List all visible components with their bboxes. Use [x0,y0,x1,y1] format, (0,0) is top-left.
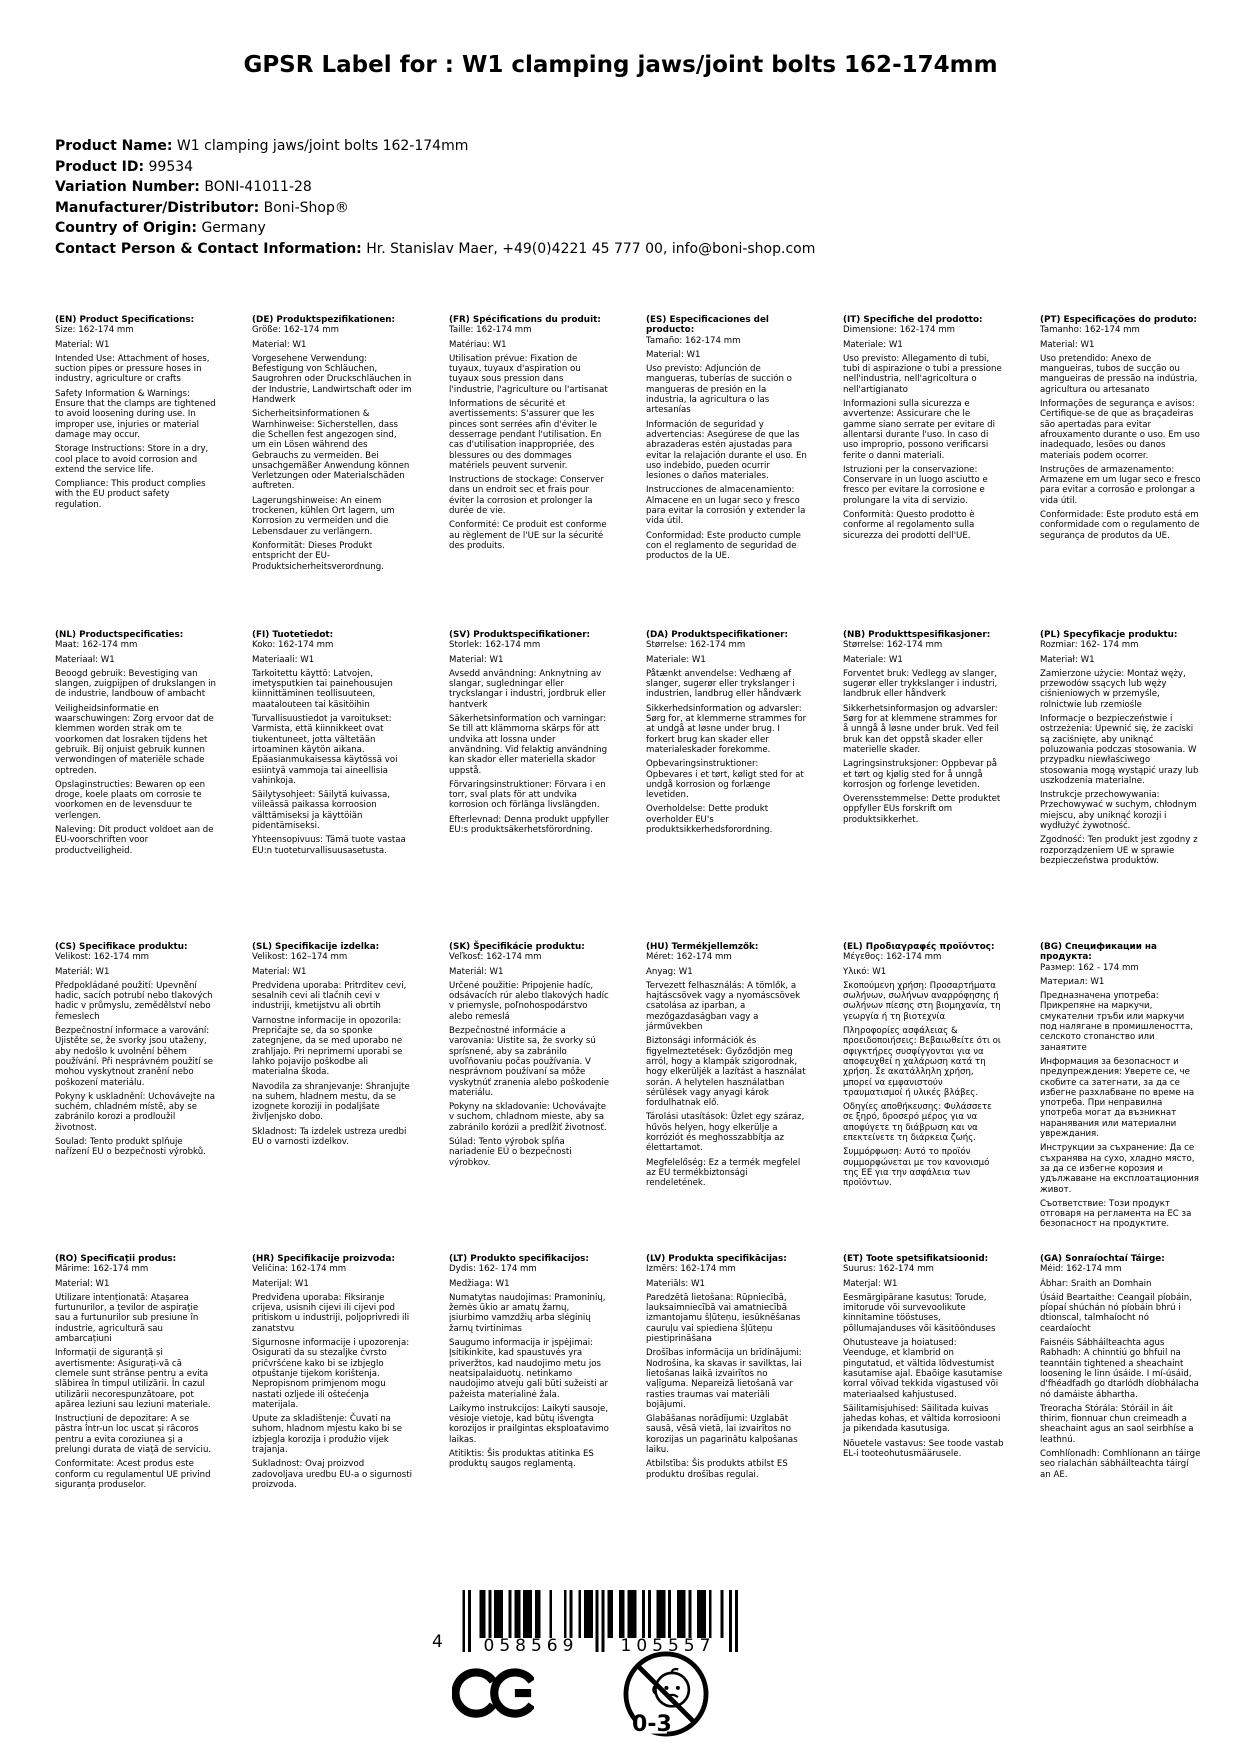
spec-paragraph: Istruzioni per la conservazione: Conservare in un luogo asciutto e fresco per evitare la corrosione e prolungare la vita di servizio. [843,464,988,506]
spec-paragraph: Veiligheidsinformatie en waarschuwingen: Zorg ervoor dat de klemmen worden strak om te voorkomen dat losraken tijdens het gebruik. Bij onjuist gebruik kunnen verwondingen of materiële schade optreden. [55,703,214,776]
spec-paragraph: Tarkoitettu käyttö: Latvojen, imetysputkien tai painehousujen kiinnittäminen teollisuuteen, maatalouteen tai käsitöihin [252,668,393,710]
barcode-bar [535,1590,538,1638]
spec-paragraph: Paredzētā lietošana: Rūpniecībā, lauksaimniecībā vai amatniecībā izmantojamu šļūteņu, iesūknēšanas cauruļu vai spiediena šļūteņu piestiprināšana [646,1292,801,1345]
spec-paragraph: Conformité: Ce produit est conforme au règlement de l'UE sur la sécurité des produits. [449,520,607,551]
spec-paragraph: Intended Use: Attachment of hoses, suction pipes or pressure hoses in industry, agriculture or crafts [55,353,210,385]
page-title: GPSR Label for : W1 clamping jaws/joint bolts 162-174mm [243,52,998,78]
product-info [55,136,815,259]
field-label: Product ID: [55,158,145,175]
spec-paragraph: Veľkosť: 162-174 mm [449,952,542,963]
spec-paragraph: Informacje o bezpieczeństwie i ostrzeżenia: Upewnić się, że zaciski są zaciśnięte, aby uniknąć poluzowania podczas stosowania. W przypadku niewłaściwego stosowania mogą wystąpić urazy lub uszkodzenia materialne. [1040,714,1199,786]
spec-paragraph: Ábhar: Sraith an Domhain [1040,1278,1152,1289]
spec-paragraph: Informações de segurança e avisos: Certifique-se de que as braçadeiras são apertadas para evitar afrouxamento durante o uso. Em uso inadequado, lesões ou danos materiais podem ocorrer. [1040,399,1200,461]
spec-paragraph: Sicherheitsinformationen & Warnhinweise: Sicherstellen, dass die Schellen fest angezogen sind, um ein Lösen während des Gebrauchs zu vermeiden. Bei unsachgemäßer Anwendung können Verletzungen oder Materialschäden auftreten. [252,409,410,492]
field-value: Boni-Shop® [259,199,349,216]
spec-paragraph: Materiał: W1 [1040,654,1095,665]
spec-paragraph: Material: W1 [55,339,110,350]
barcode-bar [480,1590,483,1638]
age-warning-label: 0-3 [632,1711,672,1737]
language-sections [55,315,1237,1584]
barcode-bar [494,1590,497,1638]
barcode-bar [570,1590,573,1638]
lang-section-title: (LT) Produkto specifikacijos: [449,1254,589,1264]
spec-paragraph: Conformidad: Este producto cumple con el reglamento de seguridad de productos de la UE. [646,530,801,562]
spec-paragraph: Pokyny na skladovanie: Uchovávajte v suchom, chladnom mieste, aby sa zabránilo korózii a predĺžiť životnosť. [449,1102,607,1133]
barcode-bar [729,1590,732,1652]
field-label: Manufacturer/Distributor: [55,199,260,216]
spec-paragraph: Overholdelse: Dette produkt overholder EU's produktsikkerhedsforordning. [646,804,773,836]
spec-paragraph: Súlad: Tento výrobok spĺňa nariadenie EÚ o bezpečnosti výrobkov. [449,1137,572,1168]
spec-paragraph: Laikymo instrukcijos: Laikyti sausoje, vėsioje vietoje, kad būtų išvengta korozijos ir prailgintas eksploatavimo laikas. [449,1403,609,1445]
barcode-bar [610,1590,613,1638]
barcode-bar [590,1590,593,1638]
lang-section-title: (HR) Specifikacije proizvoda: [252,1254,395,1264]
barcode-bar [509,1590,512,1638]
spec-paragraph: Opslaginstructies: Bewaren op een droge, koele plaats om corrosie te voorkomen en de levensduur te verlengen. [55,779,206,821]
spec-paragraph: Efterlevnad: Denna produkt uppfyller EU:s produktsäkerhetsförordning. [449,814,609,836]
lang-section-title: (RO) Specificații produs: [55,1254,177,1264]
spec-paragraph: Förvaringsinstruktioner: Förvara i en torr, sval plats för att undvika korrosion och förlänga livslängden. [449,779,606,811]
barcode-bar [619,1590,622,1638]
spec-paragraph: Utilizare intenționată: Atașarea furtunurilor, a țevilor de aspirație sau a furtunurilor sub presiune în industrie, agricultură sau ambarcațiuni [55,1292,199,1345]
spec-paragraph: Treoracha Stórála: Stóráil in áit thirim, fionnuar chun creimeadh a sheachaint agus an saol seirbhíse a leathnú. [1040,1403,1194,1445]
barcode-bar [497,1590,500,1638]
lang-section-sk [449,942,646,1254]
spec-paragraph: Material: W1 [1040,339,1095,350]
lang-section-fi [252,630,449,942]
lang-section-hu [646,942,843,1254]
lang-section-title: (GA) Sonraíochtaí Táirge: [1040,1254,1165,1264]
spec-paragraph: Información de seguridad y advertencias: Asegúrese de que las abrazaderas estén ajustadas para evitar la relajación durante el uso. En uso indebido, pueden ocurrir lesiones o daños materiales. [646,419,807,482]
spec-paragraph: Material: W1 [55,1278,110,1289]
barcode-bar [517,1590,520,1638]
spec-paragraph: Tamanho: 162-174 mm [1040,325,1140,336]
barcode-bar [633,1590,636,1638]
barcode-bar [677,1590,680,1638]
lang-section-ro [55,1254,252,1584]
baby-eye-left [664,1686,668,1690]
spec-paragraph: Sikkerhedsinformation og advarsler: Sørg for, at klemmerne strammes for at undgå at løsne under brug. I forkert brug kan skader eller materialeskader forekomme. [646,703,807,755]
age-warning-icon [622,1650,710,1738]
spec-paragraph: Materiale: W1 [646,654,706,665]
spec-paragraph: Tervezett felhasználás: A tömlők, a hajtáscsövek vagy a nyomáscsövek csatolása az iparban, a mezőgazdaságban vagy a járművekben [646,980,801,1033]
lang-section-title: (ES) Especificaciones del producto: [646,315,769,336]
spec-paragraph: Dimensione: 162-174 mm [843,325,955,336]
spec-paragraph: Beoogd gebruik: Bevestiging van slangen, zuigpijpen of drukslangen in de industrie, landbouw of ambacht [55,668,216,700]
barcode-bar [648,1590,651,1638]
barcode-bar [564,1590,567,1638]
spec-paragraph: Naleving: Dit product voldoet aan de EU-voorschriften voor productveiligheid. [55,825,214,856]
barcode-bar [538,1590,541,1638]
ce-mark-icon [452,1668,534,1718]
spec-paragraph: Uso previsto: Adjunción de mangueras, tuberías de succión o mangueras de presión en la industria, la agricultura o las artesanías [646,364,792,416]
spec-paragraph: Turvallisuustiedot ja varoitukset: Varmista, että kiinnikkeet ovat tiukentuneet, jotta vältetään irtoaminen käytön aikana. Epäasianmukaisessa käytössä voi esiintyä vammoja tai aineellisia vahinkoja. [252,714,398,786]
barcode-bar [483,1590,486,1638]
spec-paragraph: Materiaali: W1 [252,654,315,665]
barcode-bar [549,1590,552,1638]
spec-paragraph: Størrelse: 162-174 mm [843,640,943,651]
spec-paragraph: Suurus: 162-174 mm [843,1264,934,1275]
lang-section-title: (LV) Produkta specifikācijas: [646,1254,787,1264]
field-label: Contact Person & Contact Information: [55,240,362,257]
spec-paragraph: Material: W1 [252,966,307,977]
lang-section-title: (CS) Specifikace produktu: [55,942,188,952]
spec-paragraph: Materijal: W1 [252,1278,309,1289]
spec-paragraph: Atitiktis: Šis produktas atitinka ES produktų saugos reglamentą. [449,1449,594,1470]
product-info-field [55,198,815,219]
spec-paragraph: Lagringsinstruksjoner: Oppbevar på et tørt og kjølig sted for å unngå korrosjon og forlenge levetiden. [843,759,998,790]
spec-paragraph: Säilitamisjuhised: Säilitada kuivas jahedas kohas, et vältida korrosiooni ja pikendada kasutusiga. [843,1403,1001,1435]
lang-section-pt [1040,315,1237,630]
language-row [55,942,1237,1254]
lang-section-sl [252,942,449,1254]
spec-paragraph: Informații de siguranță și avertismente: Asigurați-vă că clemele sunt strânse pentru a evita slăbirea în timpul utilizării. În cazul utilizării necorespunzătoare, pot apărea leziuni sau leziuni materiale. [55,1348,211,1410]
spec-paragraph: Varnostne informacije in opozorila: Prepričajte se, da so sponke zategnjene, da se med uporabo ne zrahljajo. Pri neprimerni uporabi se lahko pojavijo poškodbe ali materialna škoda. [252,1015,403,1078]
spec-paragraph: Conformidade: Este produto está em conformidade com o regulamento de segurança de produtos da UE. [1040,510,1200,541]
spec-paragraph: Materiál: W1 [55,966,110,977]
spec-paragraph: Upute za skladištenje: Čuvati na suhom, hladnom mjestu kako bi se izbjegla korozija i produžio vijek trajanja. [252,1414,402,1456]
spec-paragraph: Σκοπούμενη χρήση: Προσαρτήματα σωλήνων, σωλήνων αναρρόφησης ή σωλήνων πίεσης στη βιομηχανία, τη γεωργία ή τη βιοτεχνία [843,980,1001,1022]
spec-paragraph: Размер: 162 - 174 mm [1040,962,1139,973]
product-info-field [55,218,815,239]
spec-paragraph: Предназначена употреба: Прикрепяне на маркучи, смукателни тръби или маркучи под налягане в промишлеността, селското стопанство или занаятите [1040,991,1193,1053]
spec-paragraph: Taille: 162-174 mm [449,325,532,336]
spec-paragraph: Zamierzone użycie: Montaż węży, przewodów ssących lub węży ciśnieniowych w przemyśle, rolnictwie lub rzemiośle [1040,668,1186,710]
spec-paragraph: Bezpečnostné informácie a varovania: Uistite sa, že svorky sú sprísnené, aby sa zabránilo uvoľňovaniu počas používania. V nesprávnom používaní sa môže vyskytnúť zranenia alebo poškodenie materiálu. [449,1026,610,1098]
barcode-bar [462,1590,465,1652]
spec-paragraph: Tárolási utasítások: Üzlet egy száraz, hűvös helyen, hogy elkerülje a korróziót és meghosszabbítja az élettartamot. [646,1112,805,1154]
spec-paragraph: Material: W1 [449,654,504,665]
lang-section-cs [55,942,252,1254]
spec-paragraph: Materiāls: W1 [646,1278,705,1289]
lang-section-title: (FR) Spécifications du produit: [449,315,601,325]
spec-paragraph: Informazioni sulla sicurezza e avvertenze: Assicurare che le gamme siano serrate per evitare di allentarsi durante l'uso. In caso di uso improprio, possono verificarsi ferite o danni materiali. [843,399,995,461]
barcode-bar [662,1590,665,1638]
lang-section-title: (PL) Specyfikacje produktu: [1040,630,1178,640]
spec-paragraph: Instrucciones de almacenamiento: Almacene en un lugar seco y fresco para evitar la corrosión y extender la vida útil. [646,485,806,527]
spec-paragraph: Eesmärgipärane kasutus: Torude, imitorude või survevoolikute kinnitamine tööstuses, põllumajanduses või käsitöönduses [843,1292,996,1334]
spec-paragraph: Atbilstība: Šis produkts atbilst ES produktu drošības regulai. [646,1459,788,1480]
spec-paragraph: Velikost: 162-174 mm [55,952,150,963]
spec-paragraph: Safety Information & Warnings: Ensure that the clamps are tightened to avoid loosening during use. In improper use, injuries or material damage may occur. [55,388,216,440]
barcode-bar [622,1590,625,1638]
spec-paragraph: Size: 162-174 mm [55,325,134,336]
language-row [55,630,1237,942]
barcode-bar [657,1590,660,1638]
spec-paragraph: Instruções de armazenamento: Armazene em um lugar seco e fresco para evitar a corrosão e prolongar a vida útil. [1040,464,1201,506]
spec-paragraph: Materiale: W1 [843,339,903,350]
barcode-bar [683,1590,686,1638]
spec-paragraph: Určené použitie: Pripojenie hadíc, odsávacích rúr alebo tlakových hadíc v priemysle, poľnohospodárstvo alebo remeslá [449,980,609,1022]
spec-paragraph: Инструкции за съхранение: Да се съхранява на сухо, хладно място, за да се избегне корозия и удължаване на експлоатационния живот. [1040,1143,1199,1195]
field-value: W1 clamping jaws/joint bolts 162-174mm [172,138,469,154]
spec-paragraph: Pokyny k uskladnění: Uchovávejte na suchém, chladném místě, aby se zabránilo korozi a prodloužil životnost. [55,1091,215,1133]
spec-paragraph: Opbevaringsinstruktioner: Opbevares i et tørt, køligt sted for at undgå korrosion og forlænge levetiden. [646,759,804,801]
spec-paragraph: Konformität: Dieses Produkt entspricht der EU-Produktsicherheitsverordnung. [252,540,384,572]
spec-paragraph: Conformità: Questo prodotto è conforme al regolamento sulla sicurezza dei prodotti dell'UE. [843,510,975,541]
spec-paragraph: Dydis: 162- 174 mm [449,1264,537,1275]
spec-paragraph: Πληροφορίες ασφάλειας & προειδοποιήσεις: Βεβαιωθείτε ότι οι σφιγκτήρες συσφίγγονται για να αποφευχθεί η χαλάρωση κατά τη χρήση. Σε ακατάλληλη χρήση, μπορεί να εμφανιστούν τραυματισμοί ή υλικές βλάβες. [843,1026,1001,1098]
spec-paragraph: Méid: 162-174 mm [1040,1264,1122,1275]
barcode-bar [596,1590,599,1652]
barcode-digits-left: 058569 [483,1636,579,1656]
spec-paragraph: Predvidena uporaba: Pritrditev cevi, sesalnih cevi ali tlačnih cevi v industriji, kmetijstvu ali obrtih [252,980,407,1012]
barcode-bar [709,1590,712,1638]
spec-paragraph: Nõuetele vastavus: See toode vastab EL-i tooteohutusmäärusele. [843,1438,1004,1460]
product-info-field [55,157,815,178]
spec-paragraph: Uso pretendido: Anexo de mangueiras, tubos de sucção ou mangueiras de pressão na indústria, agricultura ou artesanato [1040,353,1198,395]
spec-paragraph: Skladnost: Ta izdelek ustreza uredbi EU o varnosti izdelkov. [252,1126,407,1148]
spec-paragraph: Maat: 162-174 mm [55,640,138,651]
spec-paragraph: Mărime: 162-174 mm [55,1264,149,1275]
field-value: Hr. Stanislav Maer, +49(0)4221 45 777 00, info@boni-shop.com [361,240,816,257]
field-value: Germany [197,220,266,236]
barcode-bar [668,1590,671,1638]
spec-paragraph: Numatytas naudojimas: Pramoninių, žemės ūkio ar amatų žarnų, įsiurbimo vamzdžių arba slėginių žarnų tvirtinimas [449,1292,606,1334]
spec-paragraph: Materiál: W1 [449,966,504,977]
barcode-bar [700,1590,703,1638]
spec-paragraph: Material: W1 [646,349,701,360]
spec-paragraph: Izmērs: 162-174 mm [646,1264,736,1275]
spec-paragraph: Compliance: This product complies with the EU product safety regulation. [55,479,206,510]
spec-paragraph: Zgodność: Ten produkt jest zgodny z rozporządzeniem UE w sprawie bezpieczeństwa produktów. [1040,835,1198,866]
baby-eye-right [676,1686,680,1690]
spec-paragraph: Lagerungshinweise: An einem trockenen, kühlen Ort lagern, um Korrosion zu vermeiden und die Lebensdauer zu verlängern. [252,495,395,537]
spec-paragraph: Säkerhetsinformation och varningar: Se till att klämmorna skärps för att undvika att lossna under användning. Vid felaktig användning kan skador eller materiella skador uppstå. [449,714,608,776]
barcode-bar [735,1590,738,1652]
spec-paragraph: Rozmiar: 162- 174 mm [1040,640,1139,651]
barcode-bar [628,1590,631,1638]
lang-section-title: (NB) Produkttspesifikasjoner: [843,630,991,640]
lang-section-ga [1040,1254,1237,1584]
lang-section-lt [449,1254,646,1584]
spec-paragraph: Comhlíonadh: Comhlíonann an táirge seo rialachán sábháilteachta táirgí an AE. [1040,1449,1201,1480]
spec-paragraph: Drošības informācija un brīdinājumi: Nodrošina, ka skavas ir savilktas, lai lietošanas laikā izvairītos no vaļīguma. Nepareizā lietošanā var rasties traumas vai materiāli bojājumi. [646,1348,802,1410]
spec-paragraph: Sukladnost: Ovaj proizvod zadovoljava uredbu EU-a o sigurnosti proizvoda. [252,1459,413,1490]
spec-paragraph: Instrucțiuni de depozitare: A se păstra într-un loc uscat și răcoros pentru a evita coroziunea și a prelungi durata de viață de serviciu. [55,1414,212,1456]
lang-section-nb [843,630,1040,942]
spec-paragraph: Uso previsto: Allegamento di tubi, tubi di aspirazione o tubi a pressione nell'industria, nell'agricoltura o nell'artigianato [843,353,1002,395]
spec-paragraph: Информация за безопасност и предупреждения: Уверете се, че скобите са затегнати, за да се избегне разхлабване по време на употреба. При неправилна употреба могат да възникнат наранявания или материални увреждания. [1040,1056,1195,1140]
spec-paragraph: Predviđena uporaba: Fiksiranje crijeva, usisnih cijevi ili cijevi pod pritiskom u industriji, poljoprivredi ili zanatstvu [252,1292,410,1334]
field-label: Country of Origin: [55,220,197,236]
barcode-bar [526,1590,529,1638]
spec-paragraph: Οδηγίες αποθήκευσης: Φυλάσσετε σε ξηρό, δροσερό μέρος για να αποφύγετε τη διάβρωση και να επεκτείνετε τη διάρκεια ζωής. [843,1102,992,1144]
barcode-digit-lead: 4 [432,1632,443,1652]
spec-paragraph: Avsedd användning: Anknytning av slangar, sugledningar eller tryckslangar i industri, jordbruk eller hantverk [449,668,606,710]
spec-paragraph: Medžiaga: W1 [449,1278,510,1289]
spec-paragraph: Velikost: 162–174 mm [252,952,348,963]
lang-section-title: (SK) Špecifikácie produktu: [449,942,585,952]
language-row [55,315,1237,630]
spec-paragraph: Μέγεθος: 162-174 mm [843,952,942,963]
barcode-bar [703,1590,706,1638]
spec-paragraph: Materiale: W1 [843,654,903,665]
spec-paragraph: Předpokládané použití: Upevnění hadic, sacích potrubí nebo tlakových hadic v průmyslu, zemědělství nebo řemeslech [55,980,213,1022]
spec-paragraph: Größe: 162-174 mm [252,325,339,336]
spec-paragraph: Ohutusteave ja hoiatused: Veenduge, et klambrid on pingutatud, et vältida lõdvestumist kasutamise ajal. Ebaõige kasutamise korral võivad tekkida vigastused või materiaalsed kahjustused. [843,1338,1003,1400]
spec-paragraph: Vorgesehene Verwendung: Befestigung von Schläuchen, Saugrohren oder Druckschläuchen in der Industrie, Landwirtschaft oder im Handwerk [252,353,412,406]
spec-paragraph: Soulad: Tento produkt splňuje nařízení EU o bezpečnosti výrobků. [55,1137,206,1158]
spec-paragraph: Bezpečnostní informace a varování: Ujistěte se, že svorky jsou utaženy, aby nedošlo k uvolnění během používání. Při nesprávném použití se mohou vyskytnout zranění nebo poškození materiálu. [55,1026,214,1088]
spec-paragraph: Tamaño: 162-174 mm [646,335,741,346]
lang-section-title: (EN) Product Specifications: [55,315,195,325]
product-info-field [55,177,815,198]
field-value: BONI-41011-28 [199,179,312,195]
lang-section-da [646,630,843,942]
lang-section-es [646,315,843,630]
lang-section-title: (SL) Specifikacije izdelka: [252,942,380,952]
field-value: 99534 [144,158,194,175]
spec-paragraph: Υλικό: W1 [843,966,887,977]
barcode-bar [529,1590,532,1638]
lang-section-de [252,315,449,630]
spec-paragraph: Faisnéis Sábháilteachta agus Rabhadh: A chinntiú go bhfuil na teanntáin tightened a sheachaint loosening le linn úsáide. I mí-úsáid, d'fhéadfadh go dtarlódh díobhálacha nó damáiste ábhartha. [1040,1338,1199,1400]
barcode-bar [659,1590,662,1638]
product-info-field [55,136,815,157]
spec-paragraph: Megfelelőség: Ez a termék megfelel az EU termékbiztonsági rendeletének. [646,1157,801,1189]
barcode-bar [642,1590,645,1638]
lang-section-it [843,315,1040,630]
barcode-bar [514,1590,517,1638]
spec-paragraph: Navodila za shranjevanje: Shranjujte na suhem, hladnem mestu, da se izognete koroziji in podaljšate življenjsko dobo. [252,1081,410,1123]
spec-paragraph: Matériau: W1 [449,339,507,350]
spec-paragraph: Overensstemmelse: Dette produktet oppfyller EUs forskrift om produktsikkerhet. [843,794,1001,825]
lang-section-en [55,315,252,630]
barcode-bar [607,1590,610,1638]
lang-section-title: (FI) Tuotetiedot: [252,630,334,640]
spec-paragraph: Materiaal: W1 [55,654,115,665]
spec-paragraph: Informations de sécurité et avertissements: S'assurer que les pinces sont serrées afin d'éviter le desserrage pendant l'utilisation. En cas d'utilisation inappropriée, des blessures ou des dommages matériels peuvent survenir. [449,399,602,471]
lang-section-lv [646,1254,843,1584]
spec-paragraph: Anyag: W1 [646,966,693,977]
spec-paragraph: Conformitate: Acest produs este conform cu regulamentul UE privind siguranța produselor. [55,1459,211,1490]
spec-paragraph: Sikkerhetsinformasjon og advarsler: Sørg for at klemmene strammes for å unngå å løsne under bruk. Ved feil bruk kan det oppstå skader eller materielle skader. [843,703,999,755]
lang-section-title: (SV) Produktspecifikationer: [449,630,591,640]
field-label: Product Name: [55,138,173,154]
spec-paragraph: Saugumo informacija ir įspėjimai: Įsitikinkite, kad spaustuvės yra priveržtos, kad naudojimo metu jos neatsipalaiduotų. netinkamo naudojimo atveju gali būti sužeisti ar pažeista materialinė žala. [449,1338,609,1400]
barcode-bar [523,1590,526,1638]
spec-paragraph: Material: W1 [252,339,307,350]
barcode-bar [720,1590,723,1638]
language-row [55,1254,1237,1584]
lang-section-et [843,1254,1040,1584]
barcode-bar [578,1590,581,1638]
barcode-bar [584,1590,587,1638]
spec-paragraph: Veličina: 162-174 mm [252,1264,347,1275]
barcode-bar [601,1590,604,1652]
spec-paragraph: Storlek: 162-174 mm [449,640,541,651]
barcode-digits-right: 105557 [620,1636,716,1656]
barcode-bar [500,1590,503,1638]
lang-section-title: (HU) Termékjellemzők: [646,942,759,952]
lang-section-title: (PT) Especificações do produto: [1040,315,1197,325]
field-label: Variation Number: [55,179,200,195]
lang-section-title: (ET) Toote spetsifikatsioonid: [843,1254,989,1264]
lang-section-bg [1040,942,1237,1254]
lang-section-title: (DE) Produktspezifikationen: [252,315,396,325]
lang-section-el [843,942,1040,1254]
spec-paragraph: Materjal: W1 [843,1278,898,1289]
spec-paragraph: Sigurnosne informacije i upozorenja: Osigurati da su stezaljke čvrsto pričvršćene kako bi se izbjeglo otpuštanje tijekom korištenja. Nepropisnom primjenom mogu nastati ozljede ili oštećenja materijala. [252,1338,410,1410]
product-info-field [55,239,815,260]
barcode-bar [587,1590,590,1638]
spec-paragraph: Instructions de stockage: Conserver dans un endroit sec et frais pour éviter la corrosion et prolonger la durée de vie. [449,475,604,517]
barcode-bar [697,1590,700,1638]
spec-paragraph: Méret: 162-174 mm [646,952,732,963]
spec-paragraph: Glabāšanas norādījumi: Uzglabāt sausā, vēsā vietā, lai izvairītos no korozijas un pagarinātu kalpošanas laiku. [646,1414,798,1456]
lang-section-title: (NL) Productspecificaties: [55,630,184,640]
lang-section-sv [449,630,646,942]
spec-paragraph: Säilytysohjeet: Säilytä kuivassa, viileässä paikassa korroosion välttämiseksi ja käyttöiän pidentämiseksi. [252,790,390,832]
spec-paragraph: Påtænkt anvendelse: Vedhæng af slanger, sugerør eller trykslanger i industrien, landbrug eller håndværk [646,668,802,700]
spec-paragraph: Yhteensopivuus: Tämä tuote vastaa EU:n tuoteturvallisuusasetusta. [252,835,406,856]
lang-section-fr [449,315,646,630]
spec-paragraph: Biztonsági információk és figyelmeztetések: Győződjön meg arról, hogy a klampák szigorodnak, hogy elkerüljék a lazítást a használat során. A helytelen használatban sérülések vagy anyagi károk fordulhatnak elő. [646,1036,806,1109]
spec-paragraph: Материал: W1 [1040,976,1105,987]
barcode-bar [688,1590,691,1638]
spec-paragraph: Koko: 162-174 mm [252,640,334,651]
spec-paragraph: Съответствие: Този продукт отговаря на регламента на ЕС за безопасност на продуктите. [1040,1198,1192,1230]
lang-section-title: (EL) Προδιαγραφές προϊόντος: [843,942,995,952]
barcode-bar [488,1590,491,1638]
barcode-bar [630,1590,633,1638]
lang-section-title: (BG) Спецификации на продукта: [1040,942,1157,963]
spec-paragraph: Forventet bruk: Vedlegg av slanger, sugerør eller trykkslanger i industri, landbruk eller håndverk [843,668,998,700]
lang-section-nl [55,630,252,942]
barcode-bar [680,1590,683,1638]
spec-paragraph: Utilisation prévue: Fixation de tuyaux, tuyaux d'aspiration ou tuyaux sous pression dans l'industrie, l'agriculture ou l'artisanat [449,353,608,395]
lang-section-title: (DA) Produktspecifikationer: [646,630,789,640]
spec-paragraph: Storage Instructions: Store in a dry, cool place to avoid corrosion and extend the service life. [55,444,209,475]
spec-paragraph: Størrelse: 162-174 mm [646,640,746,651]
spec-paragraph: Instrukcje przechowywania: Przechowywać w suchym, chłodnym miejscu, aby uniknąć korozji i wydłużyć żywotność. [1040,790,1197,832]
lang-section-pl [1040,630,1237,942]
lang-section-hr [252,1254,449,1584]
spec-paragraph: Úsáid Beartaithe: Ceangail píobáin, píopaí shúchán nó píobáin bhrú i dtionscal, talmhaíocht nó ceardaíocht [1040,1292,1192,1334]
lang-section-title: (IT) Specifiche del prodotto: [843,315,983,325]
spec-paragraph: Συμμόρφωση: Αυτό το προϊόν συμμορφώνεται με τον κανονισμό της ΕΕ για την ασφάλεια των προϊόντων. [843,1147,990,1189]
